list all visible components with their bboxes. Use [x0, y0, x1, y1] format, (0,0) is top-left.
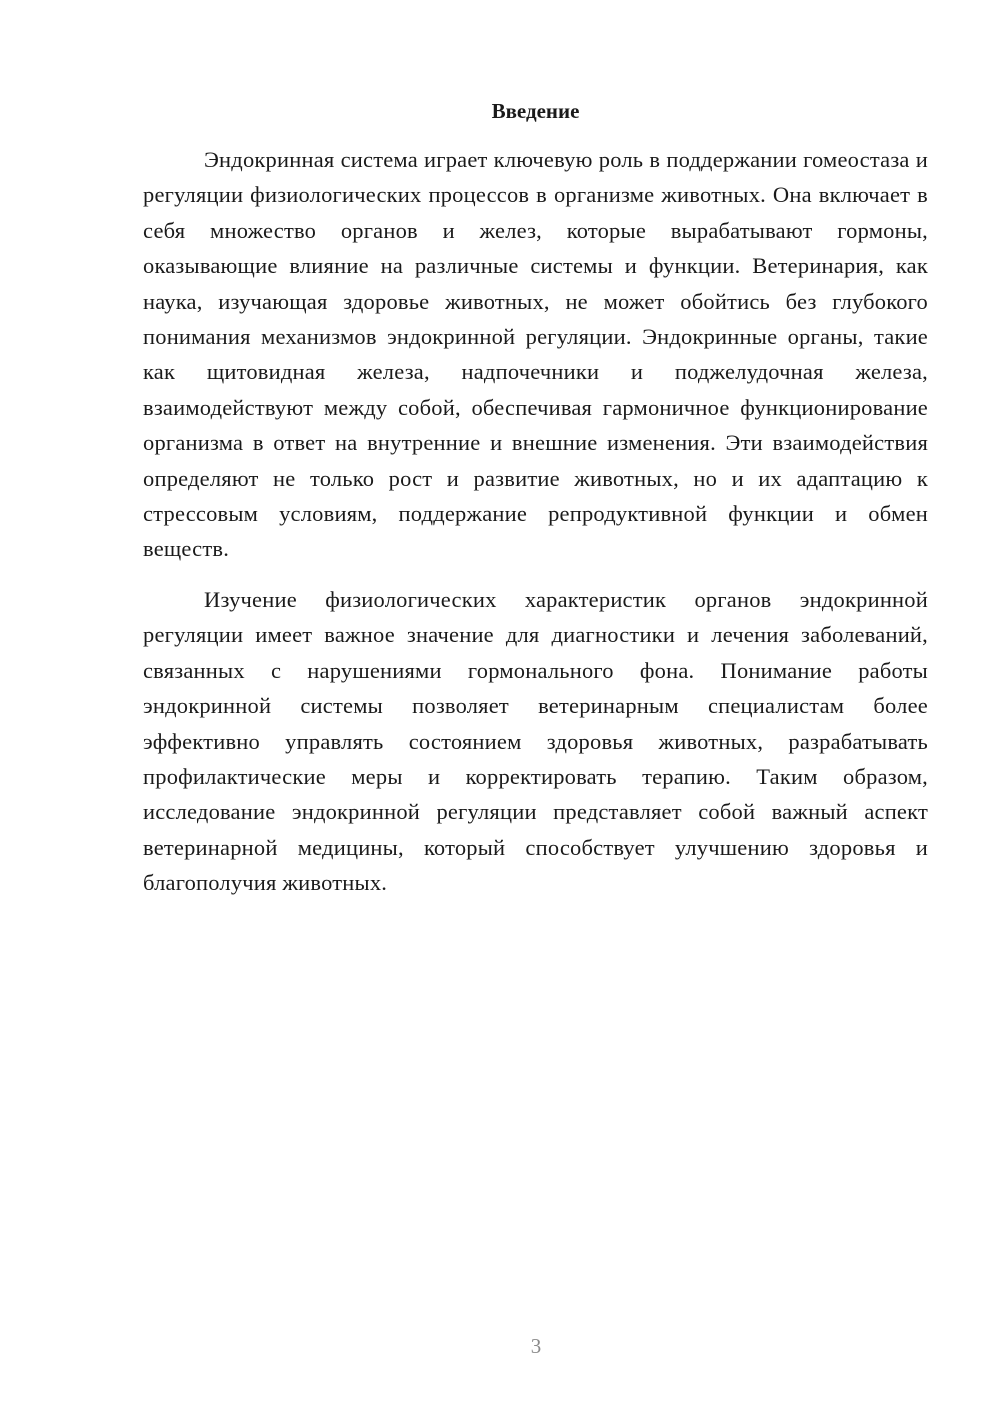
paragraph-2: Изучение физиологических характеристик органов эндокринной регуляции имеет важное значение для диагностики и лечения заболеваний, связанных с нарушениями гормонального фона. Понимание работы эндокринной системы позволяет ветеринарным специалистам более эффективно управлять состоянием здоровья животных, разрабатывать профилактические меры и корректировать терапию. Таким образом, исследование эндокринной регуляции представляет собой важный аспект ветеринарной медицины, который способствует улучшению здоровья и благополучия животных. — [143, 586, 928, 896]
section-heading: Введение — [491, 99, 580, 123]
paragraph-1: Эндокринная система играет ключевую роль в поддержании гомеостаза и регуляции физиологических процессов в организме животных. Она включает в себя множество органов и желез, которые вырабатывают гормоны, оказывающие влияние на различные системы и функции. Ветеринария, как наука, изучающая здоровье животных, не может обойтись без глубокого понимания механизмов эндокринной регуляции. Эндокринные органы, такие как щитовидная железа, надпочечники и поджелудочная железа, взаимодействуют между собой, обеспечивая гармоничное функционирование организма в ответ на внутренние и внешние изменения. Эти взаимодействия определяют не только рост и развитие животных, но и их адаптацию к стрессовым условиям, поддержание репродуктивной функции и обмен веществ. — [143, 147, 928, 562]
body-text — [143, 142, 928, 901]
page-number: 3 — [530, 1334, 542, 1358]
